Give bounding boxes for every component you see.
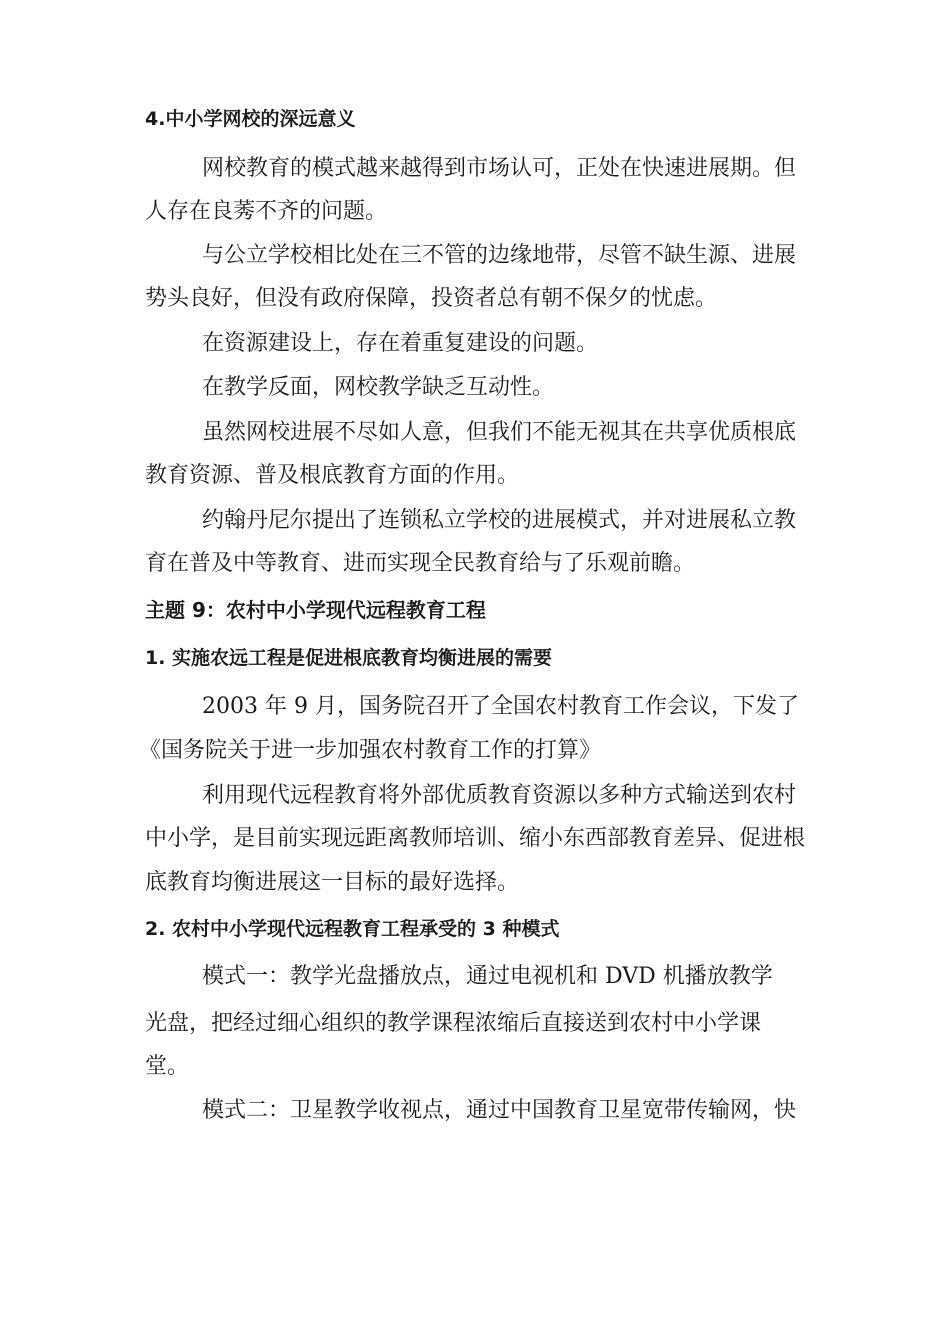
paragraph-line: 与公立学校相比处在三不管的边缘地带，尽管不缺生源、进展: [202, 243, 797, 268]
paragraph-line: 模式一：教学光盘播放点，通过电视机和 DVD 机播放教学: [202, 964, 773, 989]
paragraph-line: 模式二：卫星教学收视点，通过中国教育卫星宽带传输网，快: [202, 1098, 797, 1123]
paragraph-line: 在资源建设上，存在着重复建设的问题。: [202, 331, 599, 356]
paragraph-line: 在教学反面，网校教学缺乏互动性。: [202, 375, 555, 400]
paragraph-line: 虽然网校进展不尽如人意，但我们不能无视其在共享优质根底: [202, 420, 797, 445]
subsection-heading-2: 2. 农村中小学现代远程教育工程承受的 3 种模式: [145, 918, 560, 940]
paragraph-line: 《国务院关于进一步加强农村教育工作的打算》: [139, 738, 602, 763]
paragraph-line: 势头良好，但没有政府保障，投资者总有朝不保夕的忧虑。: [145, 286, 718, 311]
paragraph-line: 人存在良莠不齐的问题。: [145, 199, 388, 224]
paragraph-line: 堂。: [145, 1054, 190, 1079]
paragraph-line: 中小学，是目前实现远距离教师培训、缩小东西部教育差异、促进根: [145, 826, 806, 851]
paragraph-line: 底教育均衡进展这一目标的最好选择。: [145, 870, 520, 895]
paragraph-line: 利用现代远程教育将外部优质教育资源以多种方式输送到农村: [202, 783, 797, 808]
paragraph-line: 育在普及中等教育、进而实现全民教育给与了乐观前瞻。: [145, 551, 696, 576]
paragraph-line: 光盘，把经过细心组织的教学课程浓缩后直接送到农村中小学课: [145, 1011, 762, 1036]
paragraph-line: 教育资源、普及根底教育方面的作用。: [145, 463, 520, 488]
section-heading-4: 4.中小学网校的深远意义: [145, 108, 356, 130]
paragraph-line: 约翰丹尼尔提出了连锁私立学校的进展模式，并对进展私立教: [202, 508, 797, 533]
paragraph-line: 2003 年 9 月，国务院召开了全国农村教育工作会议，下发了: [202, 694, 799, 719]
subsection-heading-1: 1. 实施农远工程是促进根底教育均衡进展的需要: [145, 647, 553, 669]
topic-heading: 主题 9：农村中小学现代远程教育工程: [145, 598, 486, 622]
paragraph-line: 网校教育的模式越来越得到市场认可，正处在快速进展期。但: [202, 156, 797, 181]
